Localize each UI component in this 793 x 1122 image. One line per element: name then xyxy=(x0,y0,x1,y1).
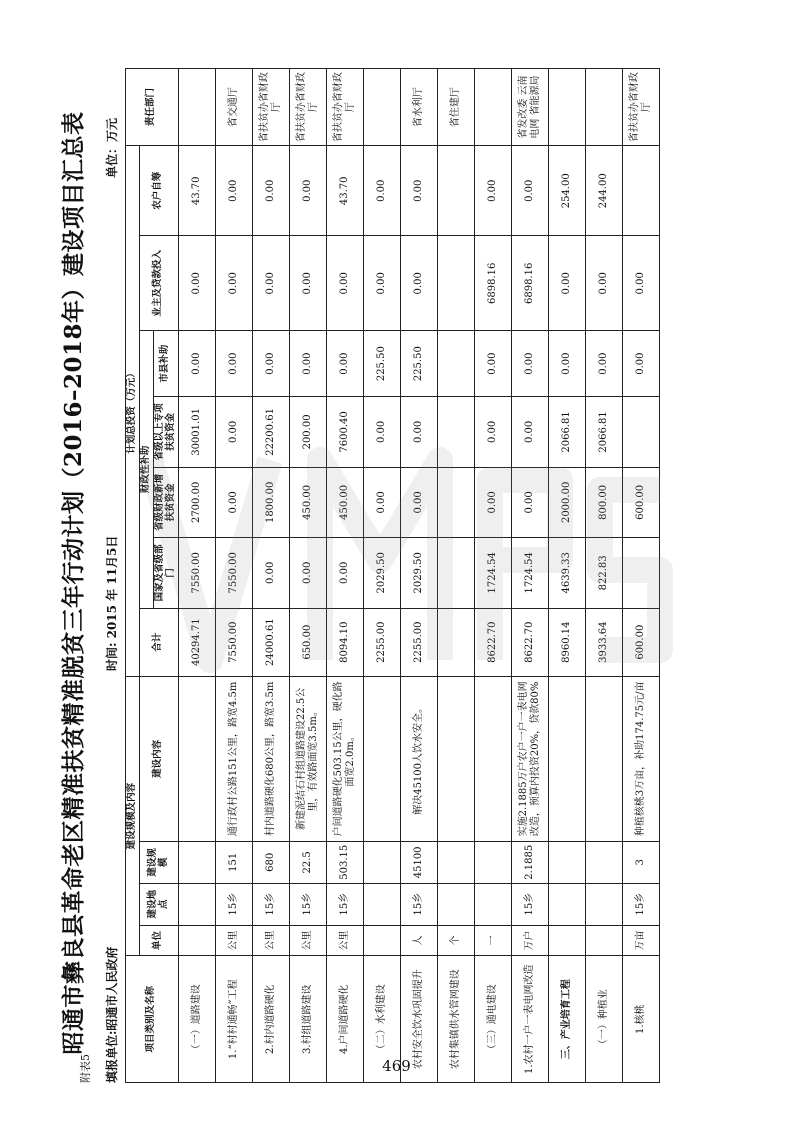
row-location xyxy=(363,883,400,925)
row-prov-special xyxy=(622,397,659,467)
row-prov-special: 0.00 xyxy=(511,397,548,467)
row-name: 农村安全饮水巩固提升 xyxy=(400,956,437,1083)
header-category: 项目类别及名称 xyxy=(126,956,179,1083)
row-dept xyxy=(363,69,400,146)
row-prov-special: 30001.01 xyxy=(178,397,215,467)
row-city-county: 0.00 xyxy=(215,331,252,397)
row-national: 0.00 xyxy=(289,538,326,608)
header-scale: 建设规模 xyxy=(139,841,178,883)
row-total: 24000.61 xyxy=(252,608,289,676)
row-city-county: 0.00 xyxy=(326,331,363,397)
annex-label: 附表5 xyxy=(79,1054,92,1083)
row-content: 新建泥结石村组道路建设22.5公里，有效路面宽3.5m。 xyxy=(289,676,326,841)
row-scale: 3 xyxy=(622,841,659,883)
row-city-county: 0.00 xyxy=(252,331,289,397)
row-prov-special: 2066.81 xyxy=(585,397,622,467)
rotated-page xyxy=(55,63,755,1083)
row-dept: 省扶贫办省财政厅 xyxy=(289,69,326,146)
row-content: 种植核桃3万亩，补助174.75元/亩 xyxy=(622,676,659,841)
table-row xyxy=(289,69,326,1083)
row-enterprise: 0.00 xyxy=(178,236,215,331)
row-prov-new: 2000.00 xyxy=(548,467,585,537)
row-city-county xyxy=(437,331,474,397)
row-national: 0.00 xyxy=(252,538,289,608)
row-prov-special: 0.00 xyxy=(400,397,437,467)
row-scale: 2.1885 xyxy=(511,841,548,883)
row-scale xyxy=(178,841,215,883)
row-name: 4.户间道路硬化 xyxy=(326,956,363,1083)
row-scale: 680 xyxy=(252,841,289,883)
row-content xyxy=(474,676,511,841)
table-row xyxy=(585,69,622,1083)
row-location: 15乡 xyxy=(252,883,289,925)
row-prov-special xyxy=(437,397,474,467)
row-prov-special: 7600.40 xyxy=(326,397,363,467)
row-city-county: 225.50 xyxy=(400,331,437,397)
row-farmer: 0.00 xyxy=(400,146,437,236)
row-city-county: 0.00 xyxy=(585,331,622,397)
header-fiscal-group: 财政性补助 xyxy=(139,331,153,608)
row-enterprise: 6898.16 xyxy=(474,236,511,331)
row-prov-new: 0.00 xyxy=(363,467,400,537)
row-farmer: 43.70 xyxy=(178,146,215,236)
row-total: 2255.00 xyxy=(363,608,400,676)
header-enterprise: 业主及贷款投入 xyxy=(139,236,178,331)
row-name: （一）种植业 xyxy=(585,956,622,1083)
row-dept: 省扶贫办省财政厅 xyxy=(326,69,363,146)
row-location: 15乡 xyxy=(215,883,252,925)
row-unit: 公里 xyxy=(289,925,326,956)
row-location: 15乡 xyxy=(622,883,659,925)
row-national: 4639.33 xyxy=(548,538,585,608)
row-enterprise: 0.00 xyxy=(585,236,622,331)
row-unit: 万亩 xyxy=(622,925,659,956)
row-prov-new: 0.00 xyxy=(215,467,252,537)
row-unit xyxy=(178,925,215,956)
row-total: 7550.00 xyxy=(215,608,252,676)
header-content: 建设内容 xyxy=(139,676,178,841)
row-enterprise: 0.00 xyxy=(326,236,363,331)
page-title: 昭通市彝良县革命老区精准扶贫精准脱贫三年行动计划（2016–2018年）建设项目汇总表 xyxy=(60,111,87,1055)
row-total: 600.00 xyxy=(622,608,659,676)
row-dept: 省住建厅 xyxy=(437,69,474,146)
row-farmer: 0.00 xyxy=(215,146,252,236)
row-total: 2255.00 xyxy=(400,608,437,676)
row-farmer: 43.70 xyxy=(326,146,363,236)
row-scale xyxy=(474,841,511,883)
row-prov-new: 2700.00 xyxy=(178,467,215,537)
row-prov-new: 450.00 xyxy=(289,467,326,537)
row-city-county: 225.50 xyxy=(363,331,400,397)
row-farmer: 244.00 xyxy=(585,146,622,236)
table-row xyxy=(400,69,437,1083)
project-summary-table xyxy=(125,68,660,1083)
row-name: 农村集镇供水管网建设 xyxy=(437,956,474,1083)
row-name: 1.“村村通畅”工程 xyxy=(215,956,252,1083)
row-scale xyxy=(585,841,622,883)
header-farmer: 农户自筹 xyxy=(139,146,178,236)
row-enterprise: 0.00 xyxy=(289,236,326,331)
row-location xyxy=(178,883,215,925)
header-dept: 责任部门 xyxy=(126,69,179,146)
money-unit: 单位：万元 xyxy=(105,117,119,178)
row-prov-special: 2066.81 xyxy=(548,397,585,467)
row-location xyxy=(474,883,511,925)
row-scale: 22.5 xyxy=(289,841,326,883)
row-enterprise: 0.00 xyxy=(548,236,585,331)
row-total: 8094.10 xyxy=(326,608,363,676)
row-location: 15乡 xyxy=(326,883,363,925)
header-investment-group: 计划总投资（万元） xyxy=(126,146,140,677)
row-farmer: 0.00 xyxy=(363,146,400,236)
row-name: 1.农村一户一表电网改造 xyxy=(511,956,548,1083)
table-row xyxy=(363,69,400,1083)
row-content xyxy=(548,676,585,841)
row-unit: 个 xyxy=(437,925,474,956)
row-location: 15乡 xyxy=(289,883,326,925)
row-city-county: 0.00 xyxy=(511,331,548,397)
row-enterprise: 0.00 xyxy=(400,236,437,331)
table-row xyxy=(548,69,585,1083)
row-name: 1.核桃 xyxy=(622,956,659,1083)
row-name: 2.村内道路硬化 xyxy=(252,956,289,1083)
row-enterprise: 0.00 xyxy=(215,236,252,331)
row-content xyxy=(437,676,474,841)
row-national: 0.00 xyxy=(326,538,363,608)
page-number: 469 xyxy=(382,1057,411,1075)
row-farmer: 0.00 xyxy=(474,146,511,236)
table-row xyxy=(511,69,548,1083)
header-total: 合计 xyxy=(139,608,178,676)
row-name: （一）道路建设 xyxy=(178,956,215,1083)
table-row xyxy=(215,69,252,1083)
row-location: 15乡 xyxy=(400,883,437,925)
row-content: 村内道路硬化680公里，路宽3.5m xyxy=(252,676,289,841)
row-unit xyxy=(548,925,585,956)
row-prov-new: 0.00 xyxy=(511,467,548,537)
table-row xyxy=(326,69,363,1083)
row-farmer: 254.00 xyxy=(548,146,585,236)
row-unit: 公里 xyxy=(215,925,252,956)
row-content: 户间道路硬化503.15公里，硬化路面宽2.0m。 xyxy=(326,676,363,841)
row-farmer xyxy=(622,146,659,236)
row-farmer: 0.00 xyxy=(252,146,289,236)
row-total: 650.00 xyxy=(289,608,326,676)
row-content: 通行政村公路151公里，路宽4.5m xyxy=(215,676,252,841)
row-enterprise xyxy=(437,236,474,331)
row-content xyxy=(178,676,215,841)
row-city-county: 0.00 xyxy=(548,331,585,397)
row-dept: 省扶贫办省财政厅 xyxy=(252,69,289,146)
table-row xyxy=(622,69,659,1083)
row-location xyxy=(548,883,585,925)
row-content: 实施2.1885万户农户一户一表电网改造，预算内投资20%，贷款80% xyxy=(511,676,548,841)
row-scale: 503.15 xyxy=(326,841,363,883)
row-prov-special: 22200.61 xyxy=(252,397,289,467)
row-total: 8622.70 xyxy=(511,608,548,676)
row-total: 8960.14 xyxy=(548,608,585,676)
row-enterprise: 0.00 xyxy=(252,236,289,331)
row-prov-special: 0.00 xyxy=(363,397,400,467)
table-body xyxy=(178,69,659,1083)
row-unit xyxy=(585,925,622,956)
header-prov-special: 省级以上专项扶贫资金 xyxy=(153,397,178,467)
row-national: 7550.00 xyxy=(178,538,215,608)
header-location: 建设地点 xyxy=(139,883,178,925)
row-farmer: 0.00 xyxy=(511,146,548,236)
row-prov-special: 200.00 xyxy=(289,397,326,467)
row-prov-new xyxy=(437,467,474,537)
row-scale xyxy=(437,841,474,883)
row-content: 解决45100人饮水安全。 xyxy=(400,676,437,841)
row-national xyxy=(437,538,474,608)
fill-unit: 填报单位:昭通市人民政府 xyxy=(105,946,119,1083)
header-scale-group: 建设规模及内容 xyxy=(126,676,140,956)
row-dept: 省发改委 云南电网 省能源局 xyxy=(511,69,548,146)
row-prov-special: 0.00 xyxy=(215,397,252,467)
row-name: 三、产业培育工程 xyxy=(548,956,585,1083)
row-national: 2029.50 xyxy=(400,538,437,608)
row-farmer xyxy=(437,146,474,236)
row-unit: 人 xyxy=(400,925,437,956)
row-national: 7550.00 xyxy=(215,538,252,608)
row-city-county: 0.00 xyxy=(178,331,215,397)
row-enterprise: 0.00 xyxy=(363,236,400,331)
row-scale: 45100 xyxy=(400,841,437,883)
row-unit: 公里 xyxy=(252,925,289,956)
row-national: 1724.54 xyxy=(511,538,548,608)
row-unit: 公里 xyxy=(326,925,363,956)
row-location xyxy=(437,883,474,925)
header-city-county: 市县补助 xyxy=(153,331,178,397)
row-dept xyxy=(548,69,585,146)
row-location xyxy=(585,883,622,925)
row-national: 1724.54 xyxy=(474,538,511,608)
table-row xyxy=(252,69,289,1083)
row-total: 40294.71 xyxy=(178,608,215,676)
table-row xyxy=(474,69,511,1083)
table-row xyxy=(437,69,474,1083)
row-total xyxy=(437,608,474,676)
row-national: 2029.50 xyxy=(363,538,400,608)
header-unit: 单位 xyxy=(139,925,178,956)
row-city-county: 0.00 xyxy=(289,331,326,397)
row-scale: 151 xyxy=(215,841,252,883)
row-total: 3933.64 xyxy=(585,608,622,676)
row-content xyxy=(363,676,400,841)
row-prov-special: 0.00 xyxy=(474,397,511,467)
row-national: 822.83 xyxy=(585,538,622,608)
row-location: 15乡 xyxy=(511,883,548,925)
row-city-county: 0.00 xyxy=(622,331,659,397)
row-name: （二）水利建设 xyxy=(363,956,400,1083)
row-prov-new: 450.00 xyxy=(326,467,363,537)
row-scale xyxy=(548,841,585,883)
table-row xyxy=(178,69,215,1083)
row-dept xyxy=(474,69,511,146)
row-prov-new: 1800.00 xyxy=(252,467,289,537)
row-prov-new: 800.00 xyxy=(585,467,622,537)
row-prov-new: 0.00 xyxy=(400,467,437,537)
row-unit: 万户 xyxy=(511,925,548,956)
report-date: 时间: 2015 年 11月5日 xyxy=(105,535,119,671)
row-prov-new: 0.00 xyxy=(474,467,511,537)
row-dept: 省水利厅 xyxy=(400,69,437,146)
row-farmer: 0.00 xyxy=(289,146,326,236)
header-prov-new: 省级财政新增扶贫资金 xyxy=(153,467,178,537)
row-total: 8622.70 xyxy=(474,608,511,676)
row-scale xyxy=(363,841,400,883)
row-national xyxy=(622,538,659,608)
row-dept: 省扶贫办省财政厅 xyxy=(622,69,659,146)
row-dept xyxy=(585,69,622,146)
row-enterprise: 0.00 xyxy=(622,236,659,331)
row-name: 3.村组道路建设 xyxy=(289,956,326,1083)
row-unit xyxy=(363,925,400,956)
row-dept: 省交通厅 xyxy=(215,69,252,146)
row-content xyxy=(585,676,622,841)
row-dept xyxy=(178,69,215,146)
row-prov-new: 600.00 xyxy=(622,467,659,537)
row-city-county: 0.00 xyxy=(474,331,511,397)
row-name: （三）通电建设 xyxy=(474,956,511,1083)
header-national: 国家及省级部门 xyxy=(153,538,178,608)
row-enterprise: 6898.16 xyxy=(511,236,548,331)
row-unit: 一 xyxy=(474,925,511,956)
